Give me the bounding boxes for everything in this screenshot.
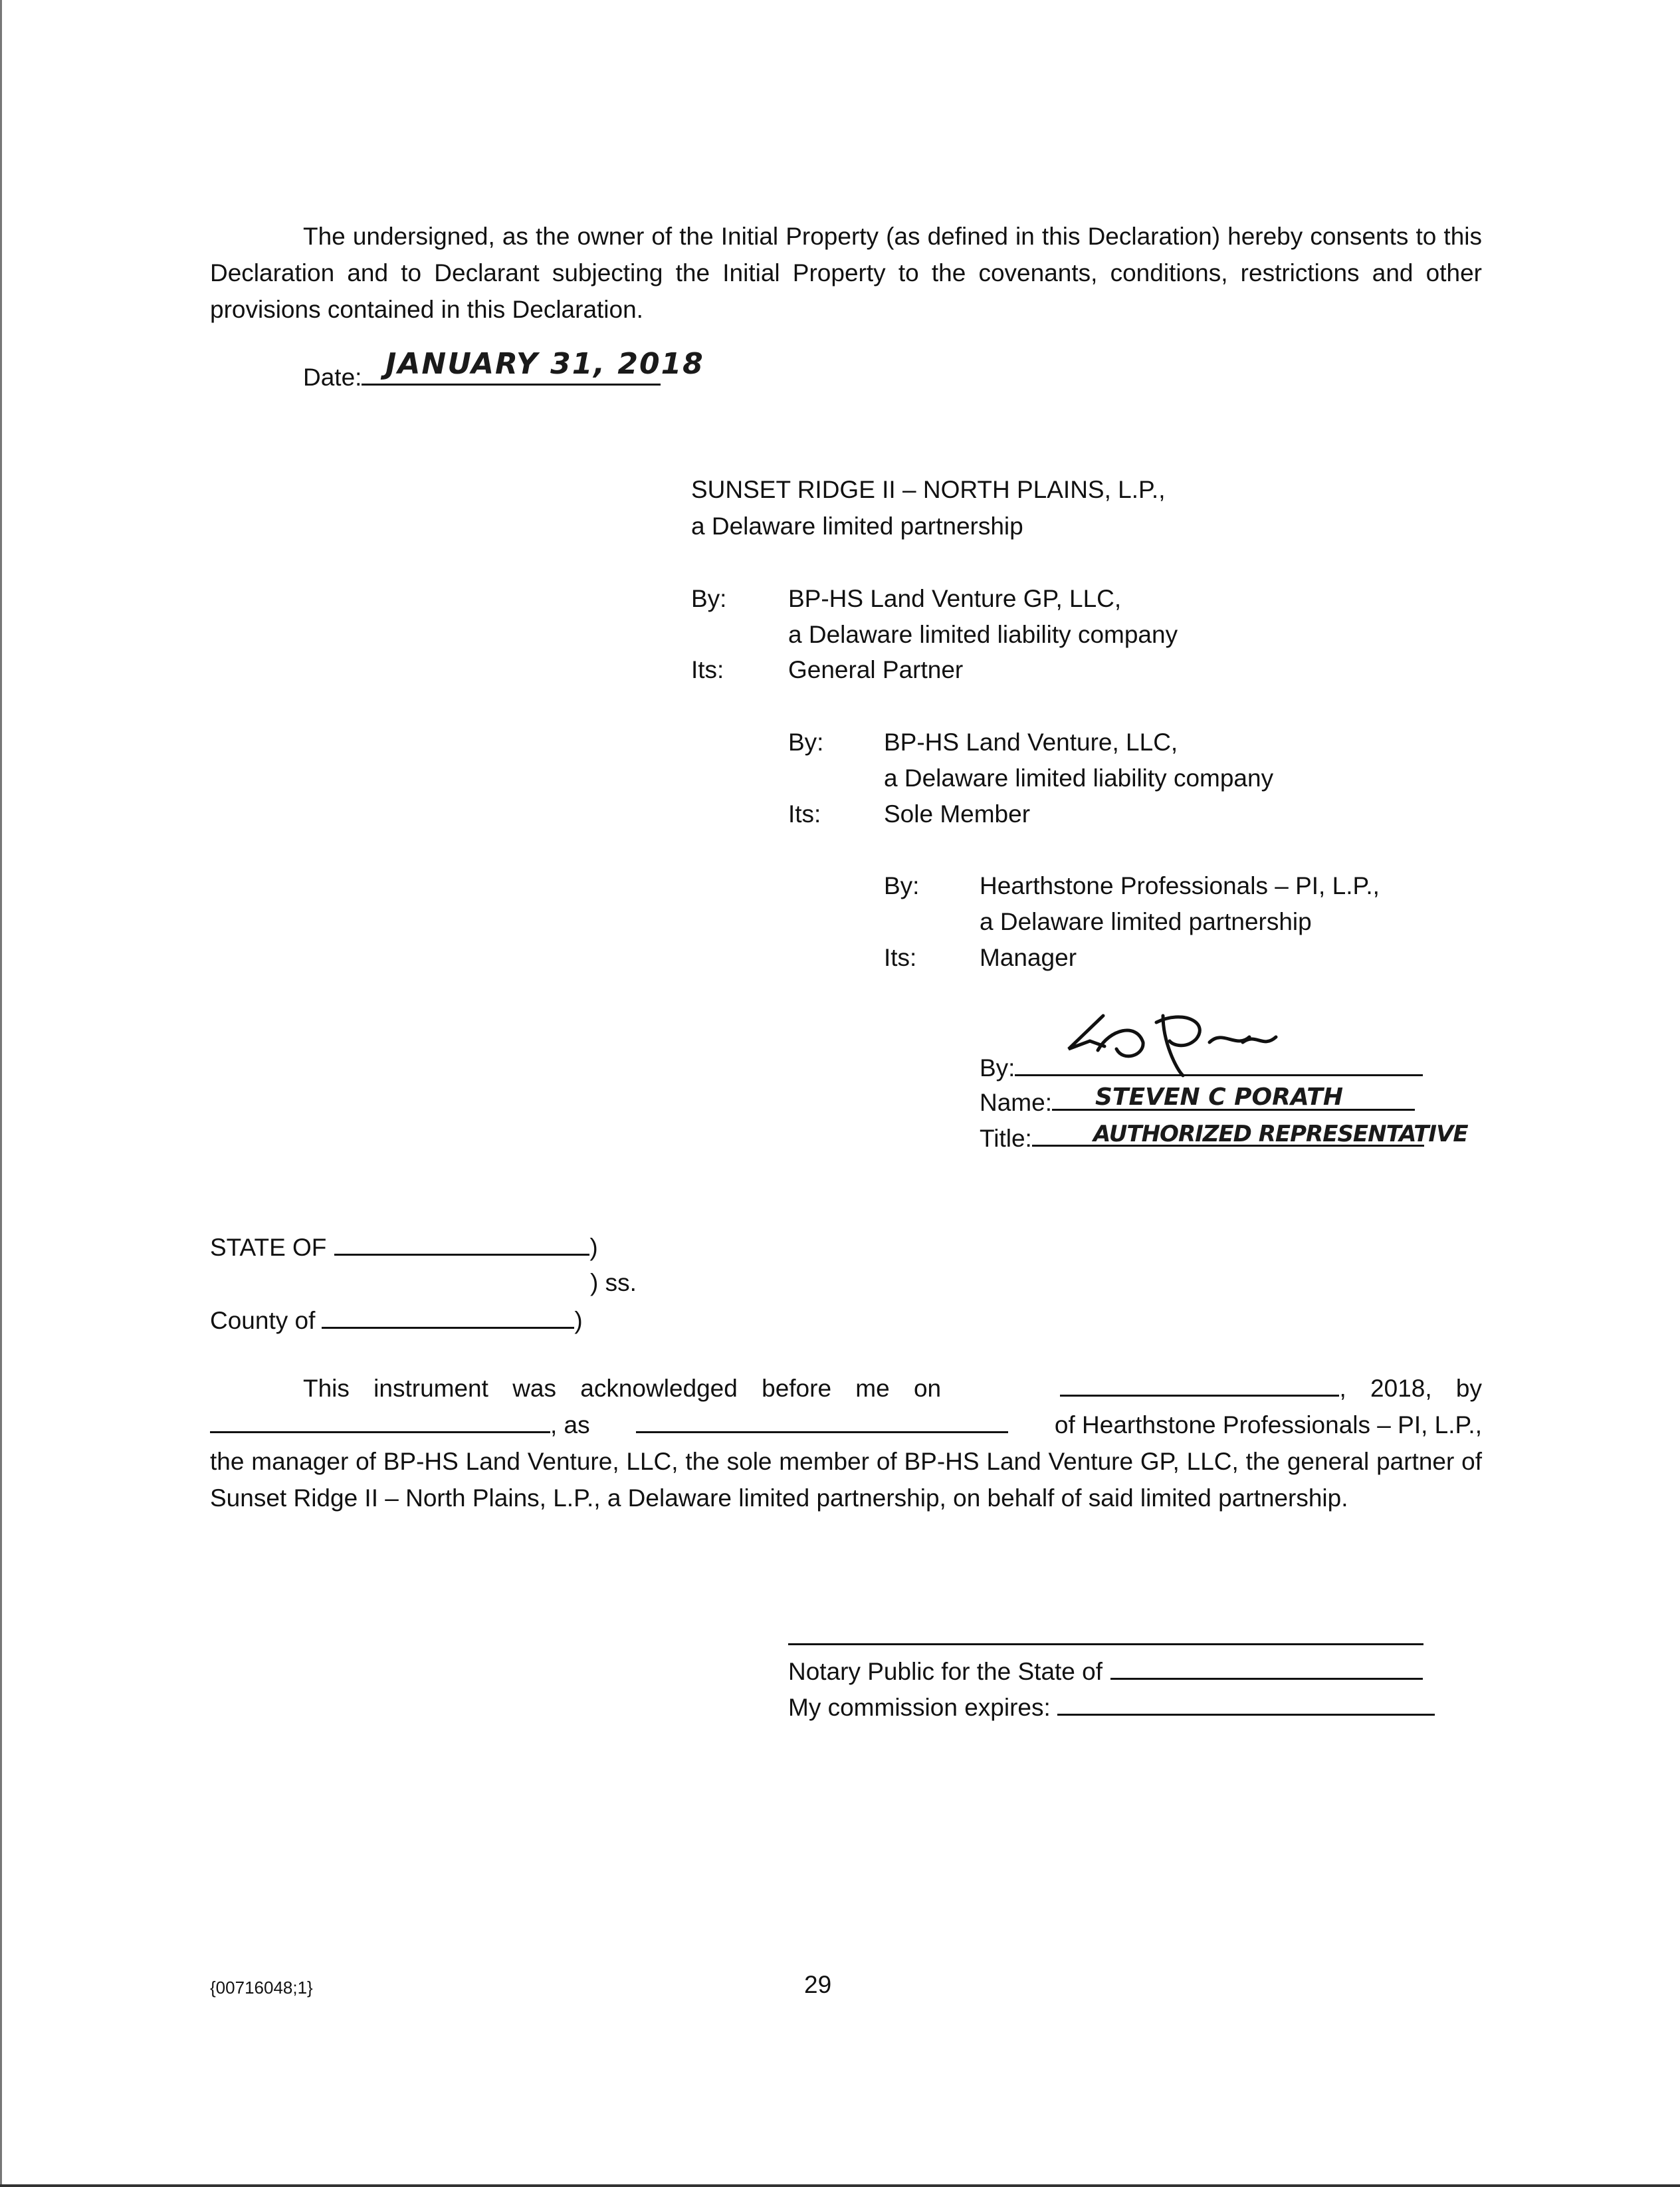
- venue-state-line: [334, 1232, 589, 1256]
- level1-role: General Partner: [788, 656, 964, 683]
- level2-name: BP-HS Land Venture, LLC,: [884, 729, 1178, 756]
- ack-title-blank: [636, 1407, 1008, 1443]
- venue-county-label: County of: [210, 1307, 316, 1334]
- level2-role: Sole Member: [884, 800, 1031, 828]
- ack-part1: This instrument was acknowledged before me on: [303, 1375, 942, 1402]
- sig-by-line: [1015, 1053, 1423, 1076]
- page-number: 29: [804, 1971, 832, 1998]
- level2-its-label: Its:: [788, 800, 821, 828]
- ack-paragraph: [210, 1370, 1482, 1516]
- sig-title-handwritten: AUTHORIZED REPRESENTATIVE: [1093, 1121, 1468, 1147]
- sig-title-label: Title:: [980, 1125, 1032, 1152]
- level3-its-label: Its:: [884, 944, 917, 971]
- ack-as: , as: [550, 1411, 590, 1439]
- ack-name-blank: [210, 1407, 590, 1443]
- notary-state-line: [1110, 1657, 1423, 1680]
- notary-commission-label: My commission expires:: [788, 1694, 1051, 1721]
- level3-role: Manager: [980, 944, 1077, 971]
- ack-line-2: [210, 1407, 1482, 1443]
- scan-edge-bottom: [0, 2184, 1680, 2187]
- venue-county-row: [210, 1306, 583, 1335]
- notary-state-label: Notary Public for the State of: [788, 1658, 1103, 1685]
- venue-ss: ) ss.: [590, 1269, 637, 1296]
- notary-commission-row: [788, 1692, 1435, 1722]
- notary-signature-line: [788, 1643, 1423, 1645]
- venue-state-paren: ): [589, 1234, 598, 1261]
- level3-desc: a Delaware limited partnership: [980, 908, 1312, 935]
- sig-name-label: Name:: [980, 1089, 1052, 1116]
- ack-date-line: [1060, 1373, 1339, 1397]
- scan-edge-left: [0, 0, 2, 2187]
- ack-rest: the manager of BP-HS Land Venture, LLC, the sole member of BP-HS Land Venture GP, LLC, the general partner of Sunset Ridge II – North Plains, L.P., a Delaware limited partnership, on behalf of said limited partnership.: [210, 1448, 1482, 1512]
- venue-county-line: [322, 1306, 574, 1329]
- notary-commission-line: [1057, 1692, 1435, 1716]
- ack-year: , 2018, by: [1339, 1375, 1482, 1402]
- level1-by-label: By:: [691, 585, 727, 612]
- sig-by-label: By:: [980, 1054, 1015, 1082]
- ack-title-line: [636, 1410, 1008, 1433]
- level1-desc: a Delaware limited liability company: [788, 621, 1178, 648]
- ack-date-blank: [1060, 1370, 1482, 1407]
- ack-of-entity: of Hearthstone Professionals – PI, L.P.,: [1054, 1411, 1482, 1439]
- level1-its-label: Its:: [691, 656, 724, 683]
- date-label: Date:: [303, 364, 362, 391]
- footer-doc-id: {00716048;1}: [210, 1978, 313, 1998]
- sig-by-row: [980, 1053, 1423, 1082]
- sig-name-handwritten: STEVEN C PORATH: [1095, 1084, 1343, 1111]
- consent-paragraph: The undersigned, as the owner of the Initial Property (as defined in this Declaration) hereby consents to this Declaration and to Declarant subjecting the Initial Property to the covenants, conditions, restrictions and other provisions contained in this Declaration.: [210, 223, 1482, 323]
- date-handwritten: JANUARY 31, 2018: [385, 347, 704, 381]
- level3-name: Hearthstone Professionals – PI, L.P.,: [980, 872, 1380, 899]
- level2-desc: a Delaware limited liability company: [884, 764, 1274, 792]
- venue-state-row: [210, 1232, 598, 1262]
- venue-county-paren: ): [574, 1307, 583, 1334]
- entity-desc: a Delaware limited partnership: [691, 513, 1023, 540]
- notary-state-row: [788, 1657, 1423, 1686]
- ack-name-line: [210, 1410, 550, 1433]
- level2-by-label: By:: [788, 729, 824, 756]
- entity-name: SUNSET RIDGE II – NORTH PLAINS, L.P.,: [691, 476, 1166, 503]
- ack-line-1: [210, 1370, 1482, 1407]
- level3-by-label: By:: [884, 872, 920, 899]
- level1-name: BP-HS Land Venture GP, LLC,: [788, 585, 1122, 612]
- venue-state-label: STATE OF: [210, 1234, 327, 1261]
